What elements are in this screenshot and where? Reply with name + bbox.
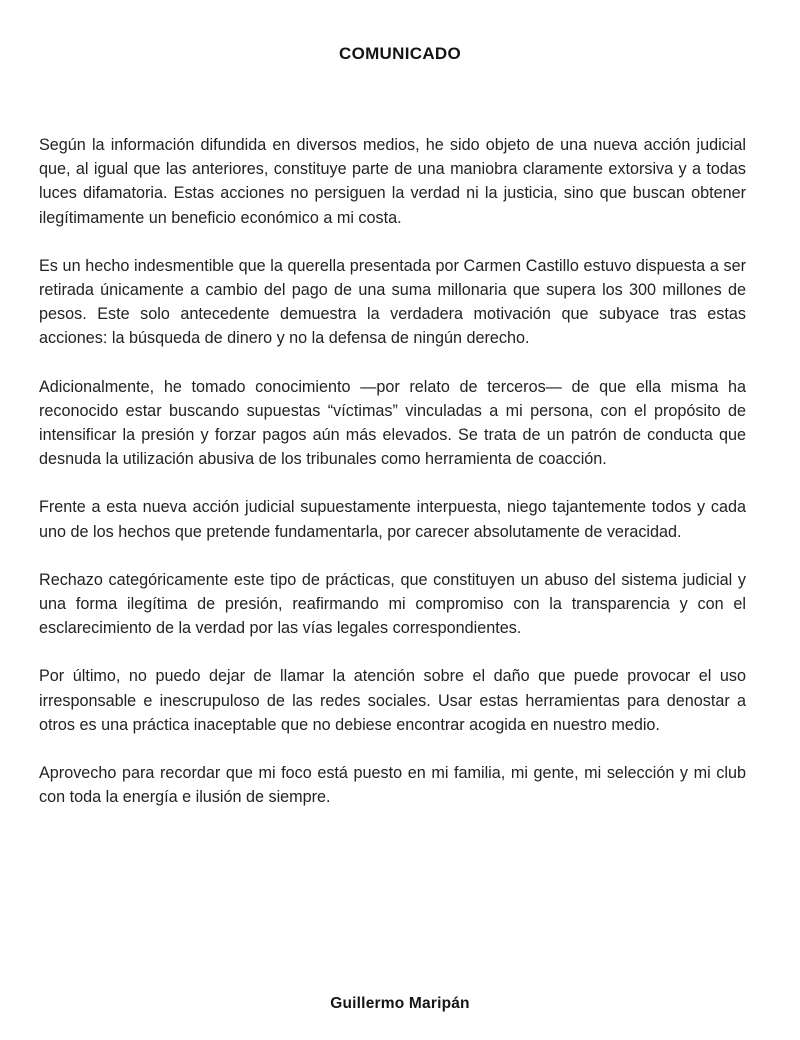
signature-name: Guillermo Maripán — [330, 995, 470, 1012]
page-title: COMUNICADO — [339, 44, 461, 63]
paragraph: Rechazo categóricamente este tipo de prácticas, que constituyen un abuso del sistema judicial y una forma ilegítima de presión, reafirmando mi compromiso con la transparencia y con el esclarecimiento de la verdad por las vías legales correspondientes. — [39, 570, 746, 638]
paragraph: Adicionalmente, he tomado conocimiento —por relato de terceros— de que ella misma ha reconocido estar buscando supuestas “víctimas” vinculadas a mi persona, con el propósito de intensificar la presión y forzar pagos aún más elevados. Se trata de un patrón de conducta que desnuda la utilización abusiva de los tribunales como herramienta de coacción. — [39, 377, 746, 469]
paragraph: Por último, no puedo dejar de llamar la atención sobre el daño que puede provocar el uso irresponsable e inescrupuloso de las redes sociales. Usar estas herramientas para denostar a otros es una práctica inaceptable que no debiese encontrar acogida en nuestro medio. — [39, 667, 746, 734]
paragraph: Según la información difundida en diversos medios, he sido objeto de una nueva acción judicial que, al igual que las anteriores, constituye parte de una maniobra claramente extorsiva y a todas luces difamatoria. Estas acciones no persiguen la verdad ni la justicia, sino que buscan obtener ilegítimamente un beneficio económico a mi costa. — [39, 136, 746, 227]
document-body — [39, 133, 746, 809]
paragraph: Frente a esta nueva acción judicial supuestamente interpuesta, niego tajantemente todos y cada uno de los hechos que pretende fundamentarla, por carecer absolutamente de veracidad. — [39, 498, 746, 541]
paragraph: Es un hecho indesmentible que la querella presentada por Carmen Castillo estuvo dispuesta a ser retirada únicamente a cambio del pago de una suma millonaria que supera los 300 millones de pesos. Este solo antecedente demuestra la verdadera motivación que subyace tras estas acciones: la búsqueda de dinero y no la defensa de ningún derecho. — [39, 256, 746, 348]
paragraph: Aprovecho para recordar que mi foco está puesto en mi familia, mi gente, mi selección y mi club con toda la energía e ilusión de siempre. — [39, 764, 746, 807]
